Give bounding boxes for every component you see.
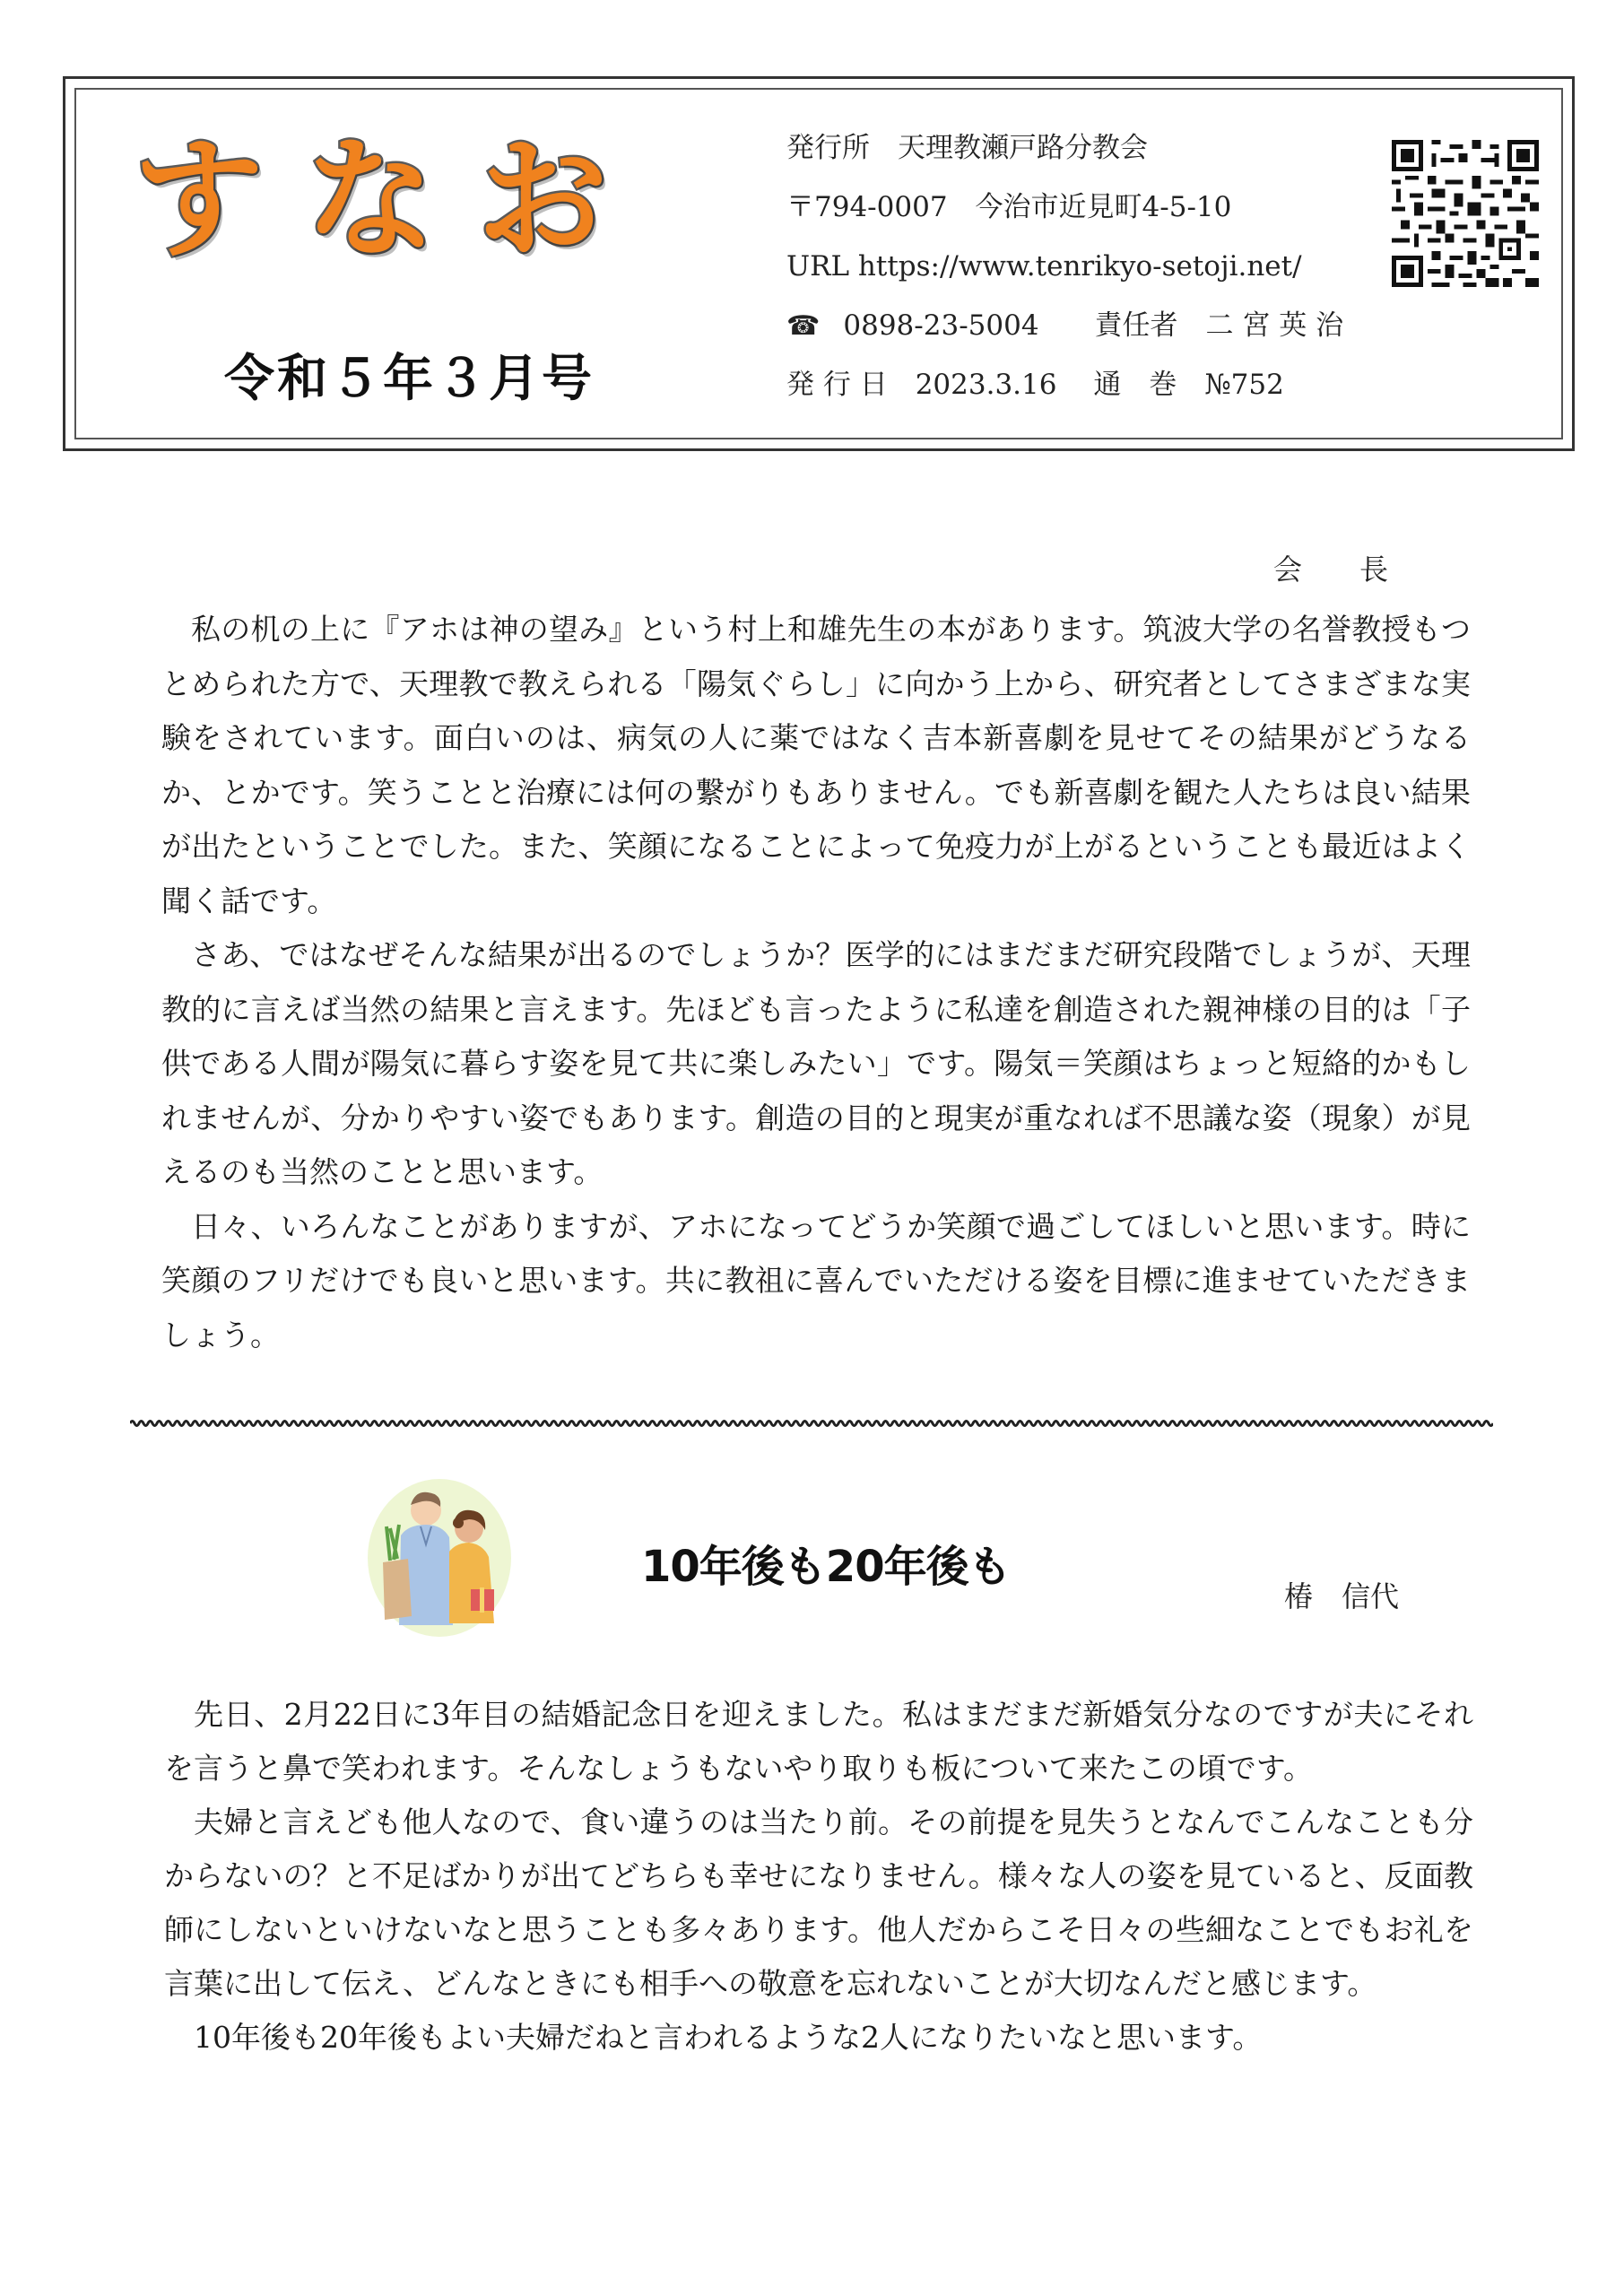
paragraph: 私の机の上に『アホは神の望み』という村上和雄先生の本があります。筑波大学の名誉教授もつとめられた方で、天理教で教えられる「陽気ぐらし」に向かう上から、研究者としてさまざまな実験をされています。面白いのは、病気の人に薬ではなく吉本新喜劇を見せてその結果がどうなるか、とかです。笑うことと治療には何の繋がりもありません。でも新喜劇を観た人たちは良い結果が出たということでした。また、笑顔になることによって免疫力が上がるということも最近はよく聞く話です。 [161, 612, 1471, 918]
paragraph: 夫婦と言えども他人なので、食い違うのは当たり前。その前提を見失うとなんでこんなことも分からないの？と不足ばかりが出てどちらも幸せになりません。様々な人の姿を見ていると、反面教師にしないといけないなと思うことも多々あります。他人だからこそ日々の些細なことでもお礼を言葉に出して伝え、どんなときにも相手への敬意を忘れないことが大切なんだと感じます。 [164, 1805, 1473, 2001]
masthead-inner-border [74, 88, 1563, 439]
article2-title: 10年後も20年後も [641, 1542, 1011, 1592]
url-line[interactable]: URL https://www.tenrikyo-setoji.net/ [786, 250, 1302, 283]
address-line: 〒794-0007 今治市近見町4-5-10 [786, 191, 1232, 223]
paragraph: 10年後も20年後もよい夫婦だねと言われるような2人になりたいなと思います。 [194, 2020, 1263, 2055]
article1-body [161, 603, 1471, 1362]
publisher-info [786, 126, 1369, 422]
article1-author: 会 長 [1273, 552, 1389, 587]
newsletter-title: すなお [133, 124, 649, 276]
date-line: 発 行 日 2023.3.16 通 巻 №752 [786, 369, 1284, 401]
couple-illustration-icon [363, 1473, 516, 1643]
masthead-box [63, 76, 1575, 451]
telephone-icon: ☎ [786, 310, 821, 342]
wavy-divider [130, 1415, 1493, 1431]
paragraph: 先日、2月22日に3年目の結婚記念日を迎えました。私はまだまだ新婚気分なのですが夫にそれを言うと鼻で笑われます。そんなしょうもないやり取りも板について来たこの頃です。 [164, 1697, 1473, 1786]
article2-body [164, 1688, 1473, 2065]
qr-code-icon[interactable] [1392, 140, 1539, 287]
article2-author: 椿 信代 [1284, 1579, 1400, 1613]
publisher-line: 発行所 天理教瀬戸路分教会 [786, 132, 1148, 164]
paragraph: 日々、いろんなことがありますが、アホになってどうか笑顔で過ごしてほしいと思います。時に笑顔のフリだけでも良いと思います。共に教祖に喜んでいただける姿を目標に進ませていただきましょう。 [161, 1208, 1471, 1352]
phone-text: 0898-23-5004 責任者 二 宮 英 治 [843, 309, 1344, 342]
phone-line [786, 303, 1369, 362]
paragraph: さあ、ではなぜそんな結果が出るのでしょうか？医学的にはまだまだ研究段階でしょうが、天理教的に言えば当然の結果と言えます。先ほども言ったように私達を創造された親神様の目的は「子供である人間が陽気に暮らす姿を見て共に楽しみたい」です。陽気＝笑顔はちょっと短絡的かもしれませんが、分かりやすい姿でもあります。創造の目的と現実が重なれば不思議な姿（現象）が見えるのも当然のことと思います。 [161, 937, 1471, 1189]
issue-label: 令和５年３月号 [224, 350, 595, 408]
